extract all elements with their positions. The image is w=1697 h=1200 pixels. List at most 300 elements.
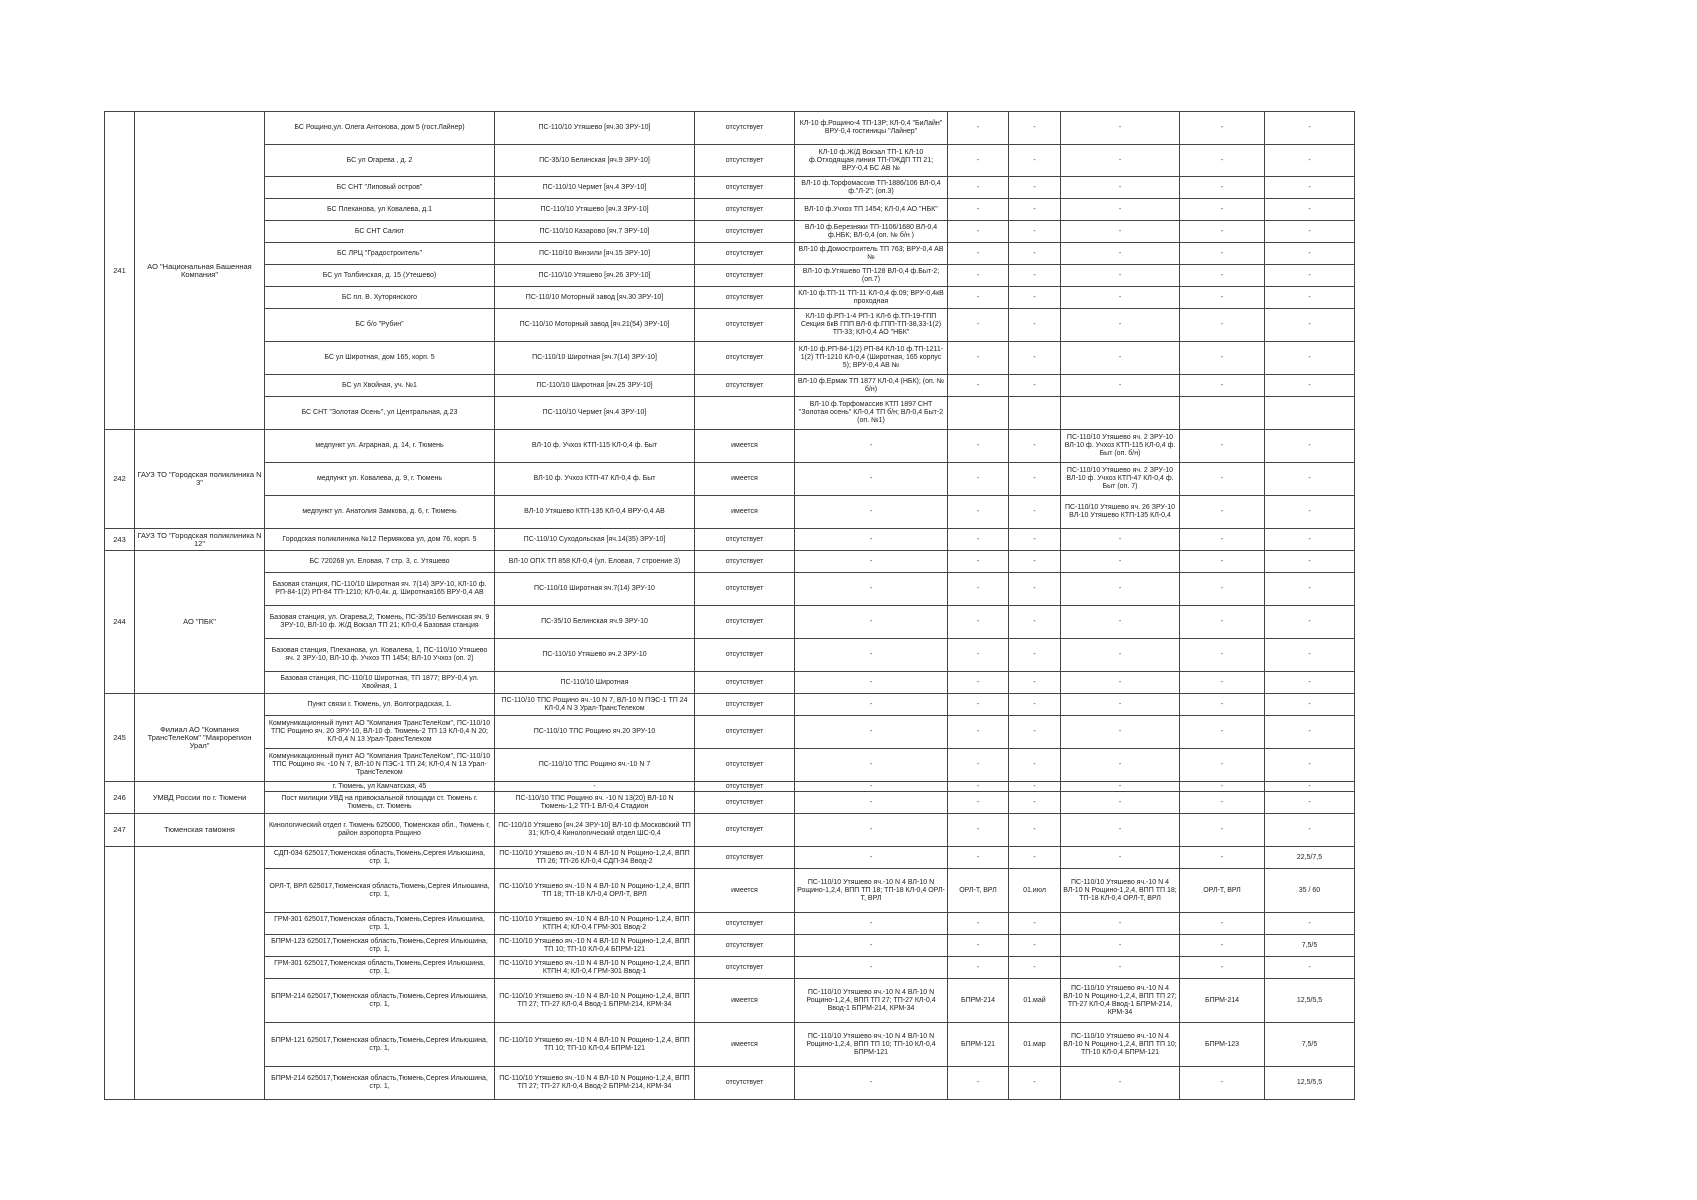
status-cell: отсутствует: [695, 375, 795, 397]
power-source-cell: ПС-110/10 Утяшево яч.-10 N 4 ВЛ-10 N Рощино-1,2,4, ВПП ТП 26; ТП-26 КЛ-0,4 СДП-34 Ввод-2: [495, 847, 695, 869]
connection-cell: КЛ-10 ф.Рощино-4 ТП-13Р; КЛ-0,4 "БиЛайн" ВРУ-0,4 гостиницы "Лайнер": [795, 112, 948, 145]
table-row: [105, 199, 1355, 221]
capacity-cell: -: [1265, 639, 1355, 672]
status-cell: отсутствует: [695, 639, 795, 672]
scheme-cell: -: [1061, 375, 1180, 397]
consumer-cell: -: [1180, 639, 1265, 672]
status-cell: отсутствует: [695, 694, 795, 716]
date-cell: -: [1009, 529, 1061, 551]
table-row: [105, 496, 1355, 529]
object-cell: ГРМ-301 625017,Тюменская область,Тюмень,Сергея Ильюшина, стр. 1,: [265, 957, 495, 979]
connection-cell: -: [795, 529, 948, 551]
consumer-cell: -: [1180, 694, 1265, 716]
table-row: [105, 869, 1355, 913]
status-cell: отсутствует: [695, 309, 795, 342]
scheme-cell: -: [1061, 749, 1180, 782]
date-cell: -: [1009, 573, 1061, 606]
capacity-cell: -: [1265, 287, 1355, 309]
table-row: [105, 694, 1355, 716]
capacity-cell: -: [1265, 145, 1355, 177]
object-cell: БПРМ-214 625017,Тюменская область,Тюмень,Сергея Ильюшина, стр. 1,: [265, 979, 495, 1023]
reserve-cell: [948, 397, 1009, 430]
reserve-cell: -: [948, 606, 1009, 639]
reserve-cell: -: [948, 463, 1009, 496]
object-cell: г. Тюмень, ул Камчатская, 45: [265, 782, 495, 792]
consumer-cell: -: [1180, 496, 1265, 529]
connection-cell: -: [795, 814, 948, 847]
scheme-cell: -: [1061, 342, 1180, 375]
table-row: [105, 792, 1355, 814]
date-cell: -: [1009, 749, 1061, 782]
object-cell: БС СНТ "Липовый остров": [265, 177, 495, 199]
table-row: [105, 287, 1355, 309]
status-cell: отсутствует: [695, 606, 795, 639]
date-cell: -: [1009, 463, 1061, 496]
reserve-cell: -: [948, 112, 1009, 145]
status-cell: отсутствует: [695, 716, 795, 749]
connection-cell: -: [795, 913, 948, 935]
consumer-cell: -: [1180, 957, 1265, 979]
date-cell: -: [1009, 957, 1061, 979]
object-cell: ОРЛ-Т, ВРЛ 625017,Тюменская область,Тюмень,Сергея Ильюшина, стр. 1,: [265, 869, 495, 913]
object-cell: СДП-034 625017,Тюменская область,Тюмень,Сергея Ильюшина, стр. 1,: [265, 847, 495, 869]
power-source-cell: ПС-110/10 ТПС Рощино яч.-10 N 7: [495, 749, 695, 782]
table-row: [105, 716, 1355, 749]
capacity-cell: -: [1265, 716, 1355, 749]
table-row: [105, 749, 1355, 782]
reserve-cell: -: [948, 265, 1009, 287]
reserve-cell: -: [948, 243, 1009, 265]
connection-cell: -: [795, 430, 948, 463]
date-cell: -: [1009, 913, 1061, 935]
date-cell: -: [1009, 243, 1061, 265]
connection-cell: -: [795, 716, 948, 749]
reserve-cell: -: [948, 847, 1009, 869]
scheme-cell: ПС-110/10 Утяшево яч.-10 N 4 ВЛ-10 N Рощино-1,2,4, ВПП ТП 18; ТП-18 КЛ-0,4 ОРЛ-Т, ВРЛ: [1061, 869, 1180, 913]
table-row: [105, 221, 1355, 243]
capacity-cell: -: [1265, 265, 1355, 287]
scheme-cell: -: [1061, 782, 1180, 792]
power-source-cell: ПС-35/10 Белинская яч.9 ЗРУ-10: [495, 606, 695, 639]
status-cell: отсутствует: [695, 243, 795, 265]
consumer-cell: -: [1180, 782, 1265, 792]
status-cell: отсутствует: [695, 782, 795, 792]
consumer-cell: -: [1180, 716, 1265, 749]
consumer-cell: -: [1180, 221, 1265, 243]
power-source-cell: ПС-110/10 Утяшево яч.-10 N 4 ВЛ-10 N Рощино-1,2,4, ВПП ТП 10; ТП-10 КЛ-0,4 БПРМ-121: [495, 1023, 695, 1067]
object-cell: Базовая станция, ПС-110/10 Широтная, ТП 1877; ВРУ-0,4 ул. Хвойная, 1: [265, 672, 495, 694]
capacity-cell: -: [1265, 243, 1355, 265]
object-cell: медпункт ул. Ковалева, д. 9, г. Тюмень: [265, 463, 495, 496]
table-row: [105, 529, 1355, 551]
object-cell: Базовая станция, ПС-110/10 Широтная яч. 7(14) ЗРУ-10, КЛ-10 ф. РП-84-1(2) РП-84 ТП-1210; КЛ-0,4к. д. Широтная165 ВРУ-0,4 АВ: [265, 573, 495, 606]
connection-cell: -: [795, 694, 948, 716]
consumer-cell: -: [1180, 463, 1265, 496]
consumer-cell: -: [1180, 529, 1265, 551]
reserve-cell: -: [948, 199, 1009, 221]
object-cell: Пост милиции УВД на привокзальной площади ст. Тюмень г. Тюмень, ст. Тюмень: [265, 792, 495, 814]
object-cell: БС СНТ Салют: [265, 221, 495, 243]
power-source-cell: ПС-110/10 Широтная яч.7(14) ЗРУ-10: [495, 573, 695, 606]
capacity-cell: 12,5/5,5: [1265, 979, 1355, 1023]
object-cell: БС ЛРЦ "Градостроитель": [265, 243, 495, 265]
status-cell: имеется: [695, 463, 795, 496]
consumer-cell: -: [1180, 551, 1265, 573]
spreadsheet-page: [104, 111, 1354, 1100]
table-row: [105, 112, 1355, 145]
scheme-cell: [1061, 397, 1180, 430]
connection-cell: -: [795, 463, 948, 496]
date-cell: -: [1009, 112, 1061, 145]
capacity-cell: -: [1265, 430, 1355, 463]
scheme-cell: -: [1061, 529, 1180, 551]
capacity-cell: 22,5/7,5: [1265, 847, 1355, 869]
date-cell: -: [1009, 199, 1061, 221]
capacity-cell: -: [1265, 957, 1355, 979]
table-row: [105, 913, 1355, 935]
consumer-cell: -: [1180, 199, 1265, 221]
consumer-cell: -: [1180, 177, 1265, 199]
date-cell: [1009, 397, 1061, 430]
date-cell: -: [1009, 265, 1061, 287]
capacity-cell: -: [1265, 551, 1355, 573]
object-cell: Кинологический отдел г. Тюмень 625000, Тюменская обл., Тюмень г, район аэропорта Рощино: [265, 814, 495, 847]
power-source-cell: ПС-110/10 Утяшево яч.-10 N 4 ВЛ-10 N Рощино-1,2,4, ВПП ТП 18; ТП-18 КЛ-0,4 ОРЛ-Т, ВРЛ: [495, 869, 695, 913]
capacity-cell: -: [1265, 913, 1355, 935]
date-cell: -: [1009, 551, 1061, 573]
capacity-cell: -: [1265, 694, 1355, 716]
table-row: [105, 243, 1355, 265]
date-cell: -: [1009, 145, 1061, 177]
date-cell: -: [1009, 375, 1061, 397]
scheme-cell: -: [1061, 177, 1180, 199]
status-cell: отсутствует: [695, 913, 795, 935]
table-row: [105, 342, 1355, 375]
connection-cell: -: [795, 792, 948, 814]
capacity-cell: -: [1265, 463, 1355, 496]
row-number-cell: [105, 847, 135, 1100]
connection-cell: КЛ-10 ф.РП-84-1(2) РП-84 КЛ-10 ф.ТП-1211-1(2) ТП-1210 КЛ-0,4 (Широтная, 165 корпус 5); ВРУ-0,4 АВ №: [795, 342, 948, 375]
power-source-cell: ПС-110/10 Утяшево яч.2 ЗРУ-10: [495, 639, 695, 672]
scheme-cell: ПС-110/10 Утяшево яч. 2 ЗРУ-10 ВЛ-10 ф. Учхоз КТП-115 КЛ-0,4 ф. Быт (оп. б/н): [1061, 430, 1180, 463]
date-cell: 01.мар: [1009, 1023, 1061, 1067]
object-cell: Городская поликлиника №12 Пермякова ул, дом 76, корп. 5: [265, 529, 495, 551]
power-source-cell: ПС-110/10 Утяшево [яч.24 ЗРУ-10] ВЛ-10 ф.Московский ТП 31; КЛ-0,4 Кинологический отдел ШС-0,4: [495, 814, 695, 847]
object-cell: Базовая станция, ул. Огарева,2, Тюмень, ПС-35/10 Белинская яч. 9 ЗРУ-10, ВЛ-10 ф. Ж/Д Вокзал ТП 21; КЛ-0,4 Базовая станция: [265, 606, 495, 639]
object-cell: БС б/о "Рубин": [265, 309, 495, 342]
organization-cell: Тюменская таможня: [135, 814, 265, 847]
connection-cell: ПС-110/10 Утяшево яч.-10 N 4 ВЛ-10 N Рощино-1,2,4, ВПП ТП 10; ТП-10 КЛ-0,4 БПРМ-121: [795, 1023, 948, 1067]
connection-cell: ВЛ-10 ф.Торфомассив ТП-1886/106 ВЛ-0,4 ф."Л-2"; (оп.3): [795, 177, 948, 199]
reserve-cell: -: [948, 935, 1009, 957]
organization-cell: АО "Национальная Башенная Компания": [135, 112, 265, 430]
date-cell: -: [1009, 342, 1061, 375]
scheme-cell: -: [1061, 639, 1180, 672]
row-number-cell: 247: [105, 814, 135, 847]
reserve-cell: -: [948, 639, 1009, 672]
status-cell: [695, 397, 795, 430]
table-row: [105, 375, 1355, 397]
capacity-cell: -: [1265, 792, 1355, 814]
object-cell: БС Плеханова, ул Ковалева, д.1: [265, 199, 495, 221]
capacity-cell: 35 / 60: [1265, 869, 1355, 913]
organization-cell: ГАУЗ ТО "Городская поликлиника N 12": [135, 529, 265, 551]
scheme-cell: ПС-110/10 Утяшево яч. 26 ЗРУ-10 ВЛ-10 Утяшево КТП-135 КЛ-0,4: [1061, 496, 1180, 529]
power-source-cell: ПС-110/10 Суходольская [яч.14(35) ЗРУ-10]: [495, 529, 695, 551]
status-cell: отсутствует: [695, 672, 795, 694]
connection-cell: КЛ-10 ф.РП-1-4 РП-1 КЛ-6 ф.ТП-19-ГПП Секция 6кВ ГПП ВЛ-6 ф.ГПП-ТП-38,33-1(2) ТП-33; КЛ-0,4 АО "НБК": [795, 309, 948, 342]
connection-cell: -: [795, 1067, 948, 1100]
scheme-cell: -: [1061, 694, 1180, 716]
table-row: [105, 672, 1355, 694]
object-cell: БС ул Толбинская, д. 15 (Утешево): [265, 265, 495, 287]
row-number-cell: 241: [105, 112, 135, 430]
organization-cell: [135, 847, 265, 1100]
scheme-cell: -: [1061, 792, 1180, 814]
scheme-cell: -: [1061, 814, 1180, 847]
connection-cell: -: [795, 782, 948, 792]
capacity-cell: -: [1265, 606, 1355, 639]
table-row: [105, 177, 1355, 199]
reserve-cell: -: [948, 913, 1009, 935]
reserve-cell: БПРМ-214: [948, 979, 1009, 1023]
consumer-cell: -: [1180, 935, 1265, 957]
capacity-cell: -: [1265, 496, 1355, 529]
object-cell: Базовая станция, Плеханова, ул. Ковалева, 1, ПС-110/10 Утяшево яч. 2 ЗРУ-10, ВЛ-10 ф. Учхоз ТП 1454; ВЛ-10 Учхоз (оп. 2): [265, 639, 495, 672]
connection-cell: -: [795, 606, 948, 639]
reserve-cell: -: [948, 221, 1009, 243]
status-cell: отсутствует: [695, 847, 795, 869]
capacity-cell: -: [1265, 375, 1355, 397]
power-source-cell: ПС-110/10 Утяшево яч.-10 N 4 ВЛ-10 N Рощино-1,2,4, ВПП ТП 27; ТП-27 КЛ-0,4 Ввод-1 БПРМ-214, КРМ-34: [495, 979, 695, 1023]
objects-table: [104, 111, 1355, 1100]
connection-cell: ВЛ-10 ф.Учхоз ТП 1454; КЛ-0,4 АО "НБК": [795, 199, 948, 221]
table-row: [105, 573, 1355, 606]
capacity-cell: -: [1265, 112, 1355, 145]
capacity-cell: 7,5/5: [1265, 1023, 1355, 1067]
scheme-cell: -: [1061, 309, 1180, 342]
capacity-cell: -: [1265, 573, 1355, 606]
power-source-cell: ПС-110/10 Утяшево яч.-10 N 4 ВЛ-10 N Рощино-1,2,4, ВПП КТПН 4; КЛ-0,4 ГРМ-301 Ввод-2: [495, 913, 695, 935]
table-row: [105, 606, 1355, 639]
object-cell: медпункт ул. Аграрная, д. 14, г. Тюмень: [265, 430, 495, 463]
date-cell: -: [1009, 177, 1061, 199]
connection-cell: -: [795, 496, 948, 529]
consumer-cell: -: [1180, 375, 1265, 397]
date-cell: -: [1009, 1067, 1061, 1100]
scheme-cell: ПС-110/10 Утяшево яч. 2 ЗРУ-10 ВЛ-10 ф. Учхоз КТП-47 КЛ-0,4 ф. Быт (оп. 7): [1061, 463, 1180, 496]
status-cell: отсутствует: [695, 814, 795, 847]
object-cell: медпункт ул. Анатолия Замкова, д. 6, г. Тюмень: [265, 496, 495, 529]
status-cell: отсутствует: [695, 935, 795, 957]
capacity-cell: -: [1265, 309, 1355, 342]
scheme-cell: -: [1061, 265, 1180, 287]
status-cell: отсутствует: [695, 1067, 795, 1100]
capacity-cell: -: [1265, 342, 1355, 375]
connection-cell: ВЛ-10 ф.Утяшево ТП-128 ВЛ-0,4 ф.Быт-2; (оп.7): [795, 265, 948, 287]
capacity-cell: -: [1265, 221, 1355, 243]
power-source-cell: ПС-35/10 Белинская [яч.9 ЗРУ-10]: [495, 145, 695, 177]
object-cell: БС ул Широтная, дом 165, корп. 5: [265, 342, 495, 375]
status-cell: отсутствует: [695, 573, 795, 606]
connection-cell: -: [795, 847, 948, 869]
scheme-cell: -: [1061, 112, 1180, 145]
scheme-cell: -: [1061, 573, 1180, 606]
status-cell: отсутствует: [695, 551, 795, 573]
power-source-cell: ПС-110/10 Моторный завод [яч.21(54) ЗРУ-10]: [495, 309, 695, 342]
date-cell: 01.май: [1009, 979, 1061, 1023]
consumer-cell: ОРЛ-Т, ВРЛ: [1180, 869, 1265, 913]
consumer-cell: -: [1180, 606, 1265, 639]
power-source-cell: ПС-110/10 Широтная: [495, 672, 695, 694]
capacity-cell: -: [1265, 672, 1355, 694]
table-row: [105, 145, 1355, 177]
status-cell: отсутствует: [695, 177, 795, 199]
scheme-cell: -: [1061, 1067, 1180, 1100]
date-cell: -: [1009, 814, 1061, 847]
connection-cell: -: [795, 957, 948, 979]
consumer-cell: -: [1180, 792, 1265, 814]
object-cell: БС ул Хвойная, уч. №1: [265, 375, 495, 397]
power-source-cell: ВЛ-10 ф. Учхоз КТП-47 КЛ-0,4 ф. Быт: [495, 463, 695, 496]
power-source-cell: ПС-110/10 ТПС Рощино яч. -10 N 13(20) ВЛ-10 N Тюмень-1,2 ТП-1 ВЛ-0,4 Стадион: [495, 792, 695, 814]
row-number-cell: 246: [105, 782, 135, 814]
reserve-cell: -: [948, 792, 1009, 814]
power-source-cell: ПС-110/10 Утяшево [яч.30 ЗРУ-10]: [495, 112, 695, 145]
consumer-cell: -: [1180, 1067, 1265, 1100]
power-source-cell: ПС-110/10 Утяшево [яч.26 ЗРУ-10]: [495, 265, 695, 287]
scheme-cell: -: [1061, 287, 1180, 309]
connection-cell: КЛ-10 ф.ТП-11 ТП-11 КЛ-0,4 ф.09; ВРУ-0,4кВ проходная: [795, 287, 948, 309]
table-row: [105, 639, 1355, 672]
power-source-cell: ПС-110/10 Утяшево яч.-10 N 4 ВЛ-10 N Рощино-1,2,4, ВПП ТП 27; ТП-27 КЛ-0,4 Ввод-2 БПРМ-214, КРМ-34: [495, 1067, 695, 1100]
consumer-cell: [1180, 397, 1265, 430]
table-row: [105, 979, 1355, 1023]
object-cell: БПРМ-121 625017,Тюменская область,Тюмень,Сергея Ильюшина, стр. 1,: [265, 1023, 495, 1067]
row-number-cell: 243: [105, 529, 135, 551]
reserve-cell: -: [948, 342, 1009, 375]
power-source-cell: ПС-110/10 Утяшево [яч.3 ЗРУ-10]: [495, 199, 695, 221]
reserve-cell: -: [948, 375, 1009, 397]
reserve-cell: -: [948, 749, 1009, 782]
date-cell: -: [1009, 935, 1061, 957]
scheme-cell: -: [1061, 199, 1180, 221]
date-cell: -: [1009, 847, 1061, 869]
power-source-cell: ПС-110/10 ТПС Рощино яч.20 ЗРУ-10: [495, 716, 695, 749]
status-cell: имеется: [695, 1023, 795, 1067]
status-cell: отсутствует: [695, 265, 795, 287]
power-source-cell: ПС-110/10 Утяшево яч.-10 N 4 ВЛ-10 N Рощино-1,2,4, ВПП КТПН 4; КЛ-0,4 ГРМ-301 Ввод-1: [495, 957, 695, 979]
table-row: [105, 935, 1355, 957]
table-row: [105, 430, 1355, 463]
object-cell: БС 720268 ул. Еловая, 7 стр. 3, с. Утяшево: [265, 551, 495, 573]
consumer-cell: -: [1180, 112, 1265, 145]
connection-cell: ВЛ-10 ф.Торфомассив КТП 1897 СНТ "Золотая осень" КЛ-0,4 ТП б/н; ВЛ-0,4 Быт-2 (оп. №1): [795, 397, 948, 430]
scheme-cell: -: [1061, 221, 1180, 243]
date-cell: -: [1009, 430, 1061, 463]
status-cell: отсутствует: [695, 749, 795, 782]
date-cell: -: [1009, 672, 1061, 694]
table-row: [105, 265, 1355, 287]
scheme-cell: -: [1061, 243, 1180, 265]
row-number-cell: 245: [105, 694, 135, 782]
reserve-cell: -: [948, 782, 1009, 792]
status-cell: отсутствует: [695, 221, 795, 243]
reserve-cell: -: [948, 496, 1009, 529]
consumer-cell: -: [1180, 342, 1265, 375]
connection-cell: ПС-110/10 Утяшево яч.-10 N 4 ВЛ-10 N Рощино-1,2,4, ВПП ТП 18; ТП-18 КЛ-0,4 ОРЛ-Т, ВРЛ: [795, 869, 948, 913]
table-row: [105, 551, 1355, 573]
reserve-cell: -: [948, 814, 1009, 847]
scheme-cell: -: [1061, 935, 1180, 957]
connection-cell: -: [795, 573, 948, 606]
date-cell: -: [1009, 287, 1061, 309]
power-source-cell: ВЛ-10 ф. Учхоз КТП-115 КЛ-0,4 ф. Быт: [495, 430, 695, 463]
consumer-cell: -: [1180, 309, 1265, 342]
reserve-cell: -: [948, 177, 1009, 199]
reserve-cell: -: [948, 694, 1009, 716]
status-cell: отсутствует: [695, 529, 795, 551]
status-cell: отсутствует: [695, 957, 795, 979]
reserve-cell: БПРМ-121: [948, 1023, 1009, 1067]
consumer-cell: -: [1180, 847, 1265, 869]
date-cell: -: [1009, 694, 1061, 716]
status-cell: имеется: [695, 430, 795, 463]
connection-cell: КЛ-10 ф.Ж/Д Вокзал ТП-1 КЛ-10 ф.Отходящая линия ТП-ПЖДП ТП 21; ВРУ-0,4 БС АВ №: [795, 145, 948, 177]
capacity-cell: -: [1265, 529, 1355, 551]
power-source-cell: ПС-110/10 ТПС Рощино яч.-10 N 7, ВЛ-10 N ПЭС-1 ТП 24 КЛ-0,4 N 3 Урал-ТрансТелеком: [495, 694, 695, 716]
connection-cell: -: [795, 639, 948, 672]
table-row: [105, 309, 1355, 342]
consumer-cell: -: [1180, 265, 1265, 287]
date-cell: -: [1009, 792, 1061, 814]
status-cell: отсутствует: [695, 342, 795, 375]
object-cell: Коммуникационный пункт АО "Компания ТрансТелеКом", ПС-110/10 ТПС Рощино яч. 20 ЗРУ-10, ВЛ-10 ф. Тюмень-2 ТП 13 КЛ-0,4 N 20; КЛ-0,4 N 13 Урал-ТрансТелеком: [265, 716, 495, 749]
reserve-cell: -: [948, 551, 1009, 573]
consumer-cell: -: [1180, 145, 1265, 177]
reserve-cell: -: [948, 573, 1009, 606]
object-cell: БПРМ-214 625017,Тюменская область,Тюмень,Сергея Ильюшина, стр. 1,: [265, 1067, 495, 1100]
date-cell: -: [1009, 496, 1061, 529]
consumer-cell: БПРМ-214: [1180, 979, 1265, 1023]
connection-cell: ВЛ-10 ф.Домостроитель ТП 763; ВРУ-0,4 АВ №: [795, 243, 948, 265]
reserve-cell: -: [948, 287, 1009, 309]
reserve-cell: -: [948, 309, 1009, 342]
scheme-cell: -: [1061, 913, 1180, 935]
table-row: [105, 957, 1355, 979]
consumer-cell: БПРМ-123: [1180, 1023, 1265, 1067]
capacity-cell: [1265, 397, 1355, 430]
scheme-cell: -: [1061, 847, 1180, 869]
status-cell: имеется: [695, 979, 795, 1023]
status-cell: имеется: [695, 869, 795, 913]
row-number-cell: 244: [105, 551, 135, 694]
power-source-cell: ПС-110/10 Винзили [яч.15 ЗРУ-10]: [495, 243, 695, 265]
date-cell: -: [1009, 639, 1061, 672]
consumer-cell: -: [1180, 243, 1265, 265]
consumer-cell: -: [1180, 814, 1265, 847]
reserve-cell: -: [948, 1067, 1009, 1100]
capacity-cell: -: [1265, 782, 1355, 792]
table-row: [105, 814, 1355, 847]
organization-cell: УМВД России по г. Тюмени: [135, 782, 265, 814]
connection-cell: -: [795, 749, 948, 782]
object-cell: БС СНТ "Золотая Осень", ул Центральная, д.23: [265, 397, 495, 430]
scheme-cell: -: [1061, 957, 1180, 979]
scheme-cell: -: [1061, 145, 1180, 177]
capacity-cell: 7,5/5: [1265, 935, 1355, 957]
power-source-cell: ПС-110/10 Казарово [яч.7 ЗРУ-10]: [495, 221, 695, 243]
